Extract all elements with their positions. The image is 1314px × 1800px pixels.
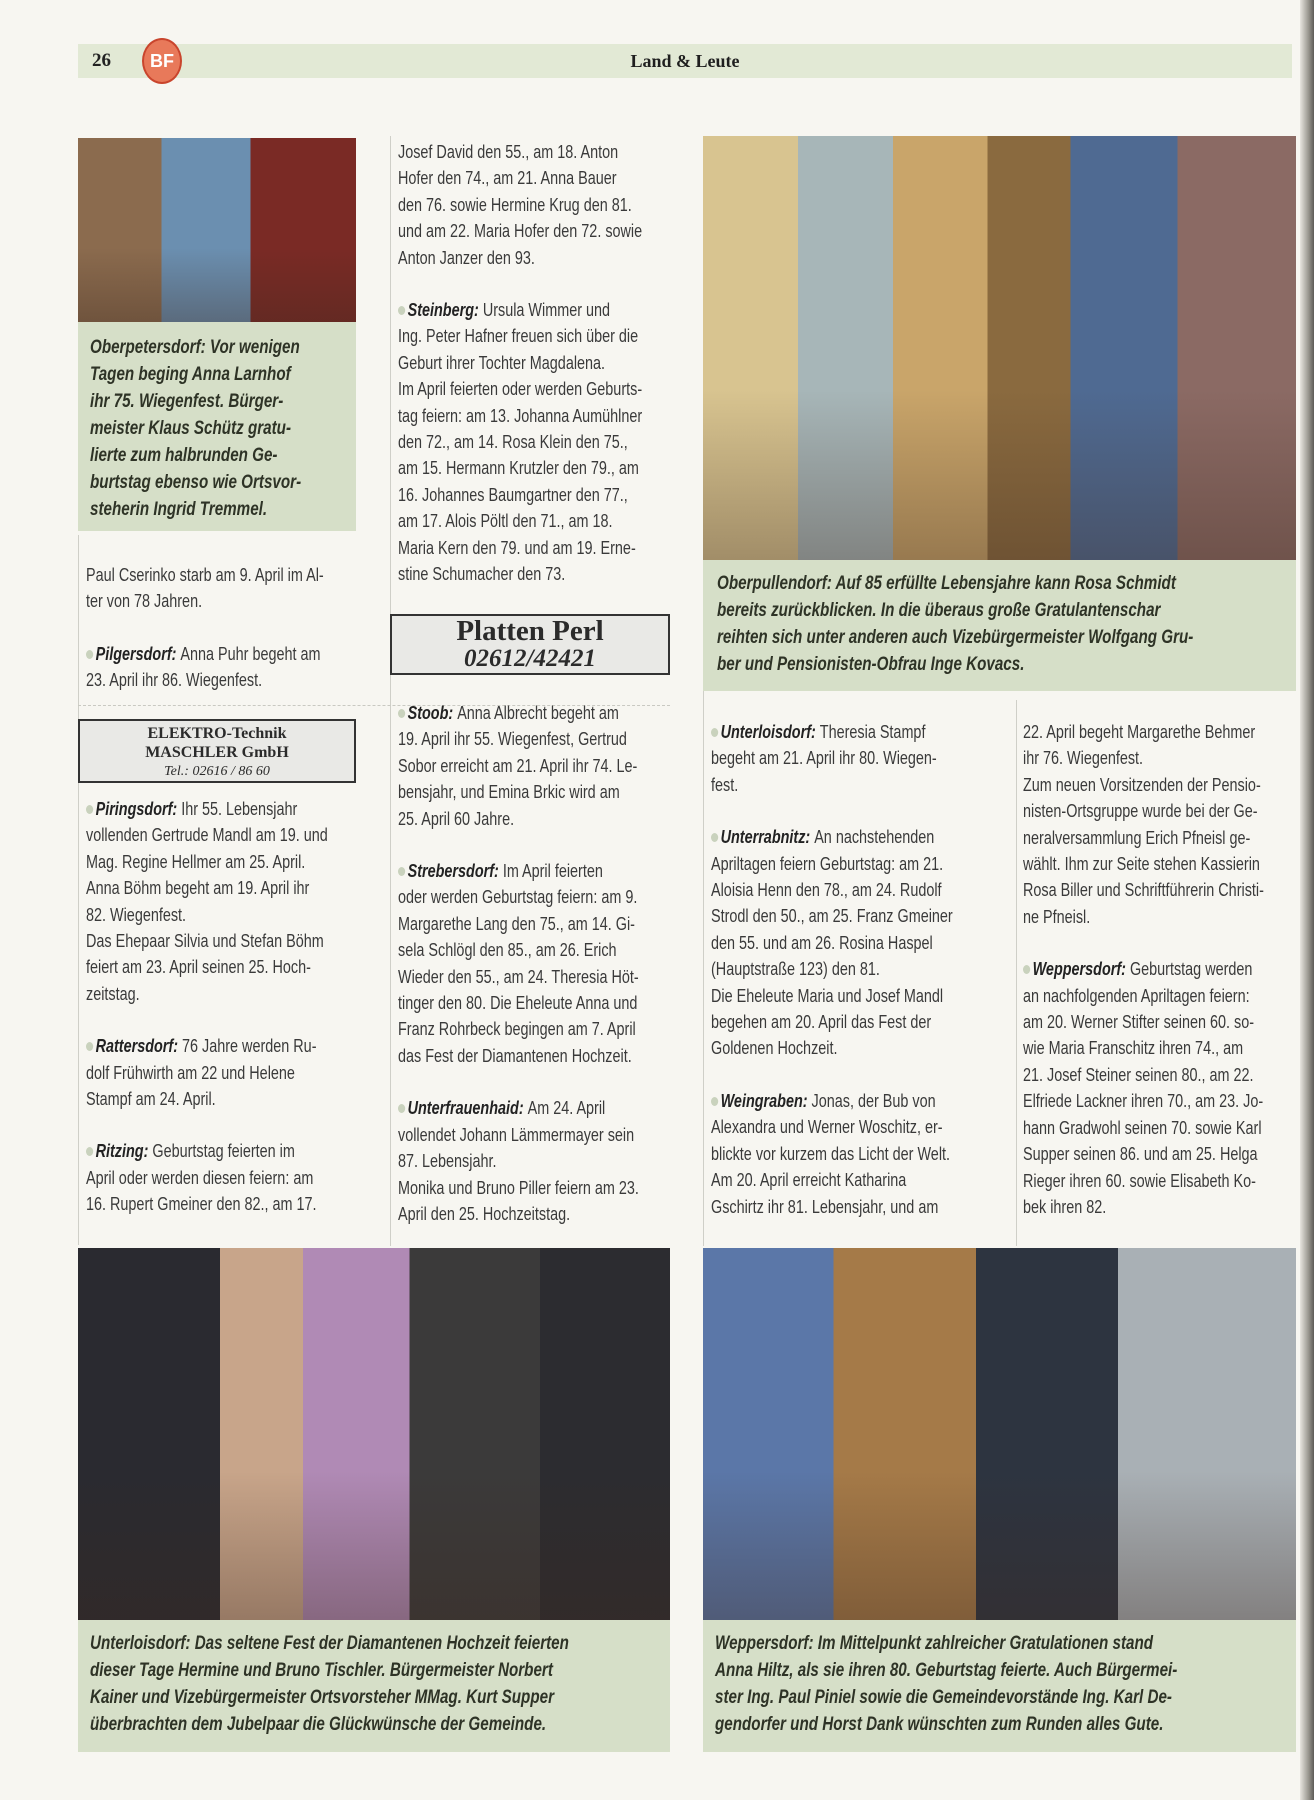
text: 16. Rupert Gmeiner den 82., am 17. xyxy=(86,1194,317,1215)
text: Goldenen Hochzeit. xyxy=(711,1038,838,1059)
place-name: Weingraben: xyxy=(720,1090,808,1111)
text: den 55. und am 26. Rosina Haspel xyxy=(711,932,933,953)
text-line xyxy=(711,1194,951,1220)
bullet-icon xyxy=(86,805,93,814)
text: den 72., am 14. Rosa Klein den 75., xyxy=(398,432,628,453)
text: fest. xyxy=(711,774,739,795)
text: Anna Albrecht begeht am xyxy=(457,703,619,723)
text: wie Maria Franschitz ihren 74., am xyxy=(1023,1038,1244,1059)
bullet-icon xyxy=(86,650,93,659)
text-line xyxy=(398,350,616,376)
text: 19. April ihr 55. Wiegenfest, Gertrud xyxy=(398,729,627,750)
text: ter von 78 Jahren. xyxy=(86,591,203,612)
text-line xyxy=(1023,1035,1244,1061)
text: An nachstehenden xyxy=(814,827,935,848)
column-divider xyxy=(703,691,704,1246)
text: Ihr 55. Lebensjahr xyxy=(181,799,298,819)
text: April den 25. Hochzeitstag. xyxy=(398,1203,571,1224)
text-line xyxy=(711,1114,951,1140)
text-line xyxy=(1023,1141,1258,1167)
text: stine Schumacher den 73. xyxy=(398,564,566,585)
text: ihr 76. Wiegenfest. xyxy=(1023,748,1144,769)
text-line xyxy=(1023,956,1253,982)
text-line xyxy=(1023,772,1261,798)
ad-phone: 02612/42421 xyxy=(464,645,596,672)
news-item xyxy=(86,1033,356,1112)
text-line xyxy=(398,403,643,429)
text: vollenden Gertrude Mandl am 19. und xyxy=(86,825,328,846)
text-line xyxy=(1023,1168,1256,1194)
text: Supper seinen 86. und am 25. Helga xyxy=(1023,1144,1258,1165)
caption-line: gendorfer und Horst Dank wünschten zum Runden alles Gute. xyxy=(715,1714,1164,1735)
text-line xyxy=(711,851,951,877)
text: 16. Johannes Baumgartner den 77., xyxy=(398,484,628,505)
text-line xyxy=(1023,745,1239,771)
text: Monika und Bruno Piller feiern am 23. xyxy=(398,1177,639,1198)
ad-company-name: Platten Perl xyxy=(456,615,604,647)
text: Jonas, der Bub von xyxy=(811,1090,936,1111)
text-line xyxy=(398,1148,616,1174)
text: Margarethe Lang den 75., am 14. Gi- xyxy=(398,913,635,934)
text-line xyxy=(1023,1088,1264,1114)
text-line xyxy=(86,1138,302,1164)
text: Ursula Wimmer und xyxy=(482,300,611,321)
text: Paul Cserinko starb am 9. April im Al- xyxy=(86,565,324,585)
text: 82. Wiegenfest. xyxy=(86,904,187,925)
photo-unterloisdorf xyxy=(78,1248,670,1620)
text-line xyxy=(398,429,628,455)
caption-line: Unterloisdorf: Das seltene Fest der Diamantenen Hochzeit feierten xyxy=(90,1633,569,1654)
text-line xyxy=(86,981,302,1007)
text-line xyxy=(86,822,328,848)
ad-phone: Tel.: 02616 / 86 60 xyxy=(164,764,270,779)
text: bek ihren 82. xyxy=(1023,1196,1107,1217)
text: Strodl den 50., am 25. Franz Gmeiner xyxy=(711,906,953,927)
text: 23. April ihr 86. Wiegenfest. xyxy=(86,670,263,691)
text-line xyxy=(711,930,951,956)
text: Im April feierten xyxy=(502,861,603,882)
text-line xyxy=(86,1191,317,1217)
text-line xyxy=(86,954,311,980)
text: Ing. Peter Hafner freuen sich über die xyxy=(398,326,639,347)
text: wählt. Ihm zur Seite stehen Kassierin xyxy=(1023,854,1260,875)
caption-line: Weppersdorf: Im Mittelpunkt zahlreicher Gratulationen stand xyxy=(715,1633,1154,1654)
caption-line: ster Ing. Paul Piniel sowie die Gemeindevorstände Ing. Karl De- xyxy=(715,1687,1172,1708)
text-line xyxy=(398,858,616,884)
text-line xyxy=(398,323,639,349)
text: 25. April 60 Jahre. xyxy=(398,808,515,829)
text: begeht am 21. April ihr 80. Wiegen- xyxy=(711,748,937,769)
text-line xyxy=(398,1201,616,1227)
caption-line: Kainer und Vizebürgermeister Ortsvorsteher MMag. Kurt Supper xyxy=(90,1687,554,1708)
text-line xyxy=(1023,877,1264,903)
text: Mag. Regine Hellmer am 25. April. xyxy=(86,851,306,872)
text-line xyxy=(398,561,616,587)
text-line xyxy=(398,884,638,910)
text-line xyxy=(398,376,643,402)
ad-platten-perl xyxy=(390,614,670,675)
page-edge-shadow xyxy=(1300,0,1314,1800)
text-line xyxy=(398,1043,632,1069)
text-line xyxy=(86,1086,302,1112)
text-line xyxy=(398,139,619,165)
caption-line: Oberpetersdorf: Vor wenigen xyxy=(90,337,300,358)
text: dolf Frühwirth am 22 und Helene xyxy=(86,1062,295,1083)
text: Gschirtz ihr 81. Lebensjahr, und am xyxy=(711,1196,939,1217)
text: Franz Rohrbeck begingen am 7. April xyxy=(398,1019,636,1040)
text-line xyxy=(86,902,302,928)
text-line xyxy=(398,245,616,271)
text: Anna Böhm begeht am 19. April ihr xyxy=(86,878,310,899)
bullet-icon xyxy=(398,306,405,315)
text: Im April feierten oder werden Geburts- xyxy=(398,379,643,400)
bullet-icon xyxy=(711,1097,718,1106)
text-line xyxy=(1023,825,1251,851)
text-line xyxy=(398,218,643,244)
text-line xyxy=(398,535,636,561)
text: Stampf am 24. April. xyxy=(86,1089,216,1110)
text: sela Schlögl den 85., am 26. Erich xyxy=(398,940,617,961)
text-line xyxy=(711,1141,951,1167)
bullet-icon xyxy=(711,833,718,842)
column-4 xyxy=(1023,719,1293,1246)
text-line xyxy=(1023,719,1256,745)
text-line xyxy=(398,508,616,534)
text: Die Eheleute Maria und Josef Mandl xyxy=(711,985,944,1006)
place-name: Pilgersdorf: xyxy=(95,643,177,664)
text-line xyxy=(86,1165,314,1191)
caption-oberpetersdorf xyxy=(78,322,356,531)
text-line xyxy=(711,772,951,798)
bullet-icon xyxy=(398,709,405,718)
news-item xyxy=(1023,956,1293,1220)
news-item xyxy=(86,1138,356,1217)
text: Am 20. April erreicht Katharina xyxy=(711,1170,907,1191)
text-line xyxy=(398,1175,639,1201)
text: 22. April begeht Margarethe Behmer xyxy=(1023,722,1256,742)
caption-line: Tagen beging Anna Larnhof xyxy=(90,364,291,385)
text-line xyxy=(86,562,324,588)
text: Wieder den 55., am 24. Theresia Höt- xyxy=(398,966,639,987)
caption-line: ber und Pensionisten-Obfrau Inge Kovacs. xyxy=(717,654,1025,675)
place-name: Strebersdorf: xyxy=(407,861,499,882)
bullet-icon xyxy=(711,728,718,737)
bullet-icon xyxy=(86,1147,93,1156)
text: am 20. Werner Stifter seinen 60. so- xyxy=(1023,1012,1255,1033)
text: bensjahr, und Emina Brkic wird am xyxy=(398,782,620,803)
text: ne Pfneisl. xyxy=(1023,906,1091,927)
news-item xyxy=(711,719,1011,798)
text-line xyxy=(711,719,951,745)
photo-weppersdorf xyxy=(703,1248,1296,1620)
text: Hofer den 74., am 21. Anna Bauer xyxy=(398,168,617,189)
text: Josef David den 55., am 18. Anton xyxy=(398,142,619,162)
text-line xyxy=(398,726,627,752)
text: zeitstag. xyxy=(86,983,140,1004)
bullet-icon xyxy=(398,1104,405,1113)
caption-line: meister Klaus Schütz gratu- xyxy=(90,418,292,439)
text-line xyxy=(398,700,619,726)
caption-line: überbrachten dem Jubelpaar die Glückwünsche der Gemeinde. xyxy=(90,1714,547,1735)
text-line xyxy=(1023,1194,1239,1220)
place-name: Piringsdorf: xyxy=(95,799,178,819)
photo-oberpullendorf xyxy=(703,136,1296,560)
ad-elektro-technik xyxy=(78,719,356,783)
news-item xyxy=(398,297,670,587)
text-line xyxy=(711,1035,951,1061)
news-item xyxy=(711,824,1011,1062)
text: 87. Lebensjahr. xyxy=(398,1151,497,1172)
photo-oberpetersdorf xyxy=(78,138,356,322)
ad-company-line: ELEKTRO-Technik xyxy=(147,725,287,742)
text-line xyxy=(398,779,620,805)
text-line xyxy=(398,297,616,323)
text: Apriltagen feiern Geburtstag: am 21. xyxy=(711,853,944,874)
text: Anna Puhr begeht am xyxy=(180,643,321,664)
text-line xyxy=(711,1167,951,1193)
text: Das Ehepaar Silvia und Stefan Böhm xyxy=(86,931,324,952)
text: und am 22. Maria Hofer den 72. sowie xyxy=(398,221,643,242)
text-line xyxy=(1023,904,1239,930)
text-line xyxy=(86,875,310,901)
caption-line: steherin Ingrid Tremmel. xyxy=(90,499,268,520)
text: Geburtstag werden xyxy=(1129,959,1253,980)
text-line xyxy=(711,877,951,903)
text-line xyxy=(1023,983,1250,1009)
column-3 xyxy=(711,719,1011,1246)
text-line xyxy=(1023,851,1260,877)
text: Geburt ihrer Tochter Magdalena. xyxy=(398,352,606,373)
text-line xyxy=(86,588,302,614)
text: feiert am 23. April seinen 25. Hoch- xyxy=(86,957,311,978)
caption-line: ihr 75. Wiegenfest. Bürger- xyxy=(90,391,284,412)
news-item xyxy=(398,1095,670,1227)
column-1-top xyxy=(86,562,356,720)
place-name: Unterrabnitz: xyxy=(720,827,811,848)
text-line xyxy=(398,192,632,218)
text-line xyxy=(86,849,306,875)
text-line xyxy=(398,753,638,779)
text-line xyxy=(86,928,324,954)
text: am 15. Hermann Krutzler den 79., am xyxy=(398,458,639,479)
text-line xyxy=(398,990,638,1016)
text: Sobor erreicht am 21. April ihr 74. Le- xyxy=(398,755,638,776)
text: Alexandra und Werner Woschitz, er- xyxy=(711,1117,943,1138)
place-name: Stoob: xyxy=(407,703,454,723)
text-line xyxy=(86,667,302,693)
text: nisten-Ortsgruppe wurde bei der Ge- xyxy=(1023,801,1258,822)
text-line xyxy=(86,796,302,822)
text: begehen am 20. April das Fest der xyxy=(711,1012,932,1033)
text-line xyxy=(398,937,616,963)
caption-line: dieser Tage Hermine und Bruno Tischler. Bürgermeister Norbert xyxy=(90,1660,553,1681)
ad-company-name: MASCHLER GmbH xyxy=(145,744,289,761)
text-line xyxy=(398,911,635,937)
text-line xyxy=(398,1122,635,1148)
bullet-icon xyxy=(398,867,405,876)
text: Anton Janzer den 93. xyxy=(398,247,535,268)
text: Maria Kern den 79. und am 19. Erne- xyxy=(398,537,636,558)
text: 21. Josef Steiner seinen 80., am 22. xyxy=(1023,1064,1254,1085)
text-line xyxy=(1023,798,1258,824)
text-line xyxy=(1023,1009,1255,1035)
text-line xyxy=(711,956,951,982)
caption-line: bereits zurückblicken. In die überaus große Gratulantenschar xyxy=(717,600,1161,621)
text-line xyxy=(398,165,616,191)
caption-oberpullendorf xyxy=(703,560,1296,691)
place-name: Rattersdorf: xyxy=(95,1036,179,1057)
column-divider xyxy=(1016,700,1017,1246)
place-name: Weppersdorf: xyxy=(1032,959,1126,980)
text-line xyxy=(398,482,628,508)
text-line xyxy=(398,1095,616,1121)
news-item xyxy=(1023,719,1293,930)
text: oder werden Geburtstag feiern: am 9. xyxy=(398,887,638,908)
place-name: Steinberg: xyxy=(407,300,479,321)
column-divider xyxy=(78,535,79,1245)
text: 76 Jahre werden Ru- xyxy=(182,1036,317,1057)
text-line xyxy=(711,745,951,771)
text-line xyxy=(398,1016,636,1042)
text: Am 24. April xyxy=(527,1098,606,1119)
text: Aloisia Henn den 78., am 24. Rudolf xyxy=(711,880,942,901)
text-line xyxy=(86,1060,302,1086)
page-number: 26 xyxy=(92,50,111,71)
news-item xyxy=(711,1088,1011,1220)
news-item xyxy=(86,796,356,1007)
column-1-bottom xyxy=(86,796,356,1244)
text: das Fest der Diamantenen Hochzeit. xyxy=(398,1045,632,1066)
text: Theresia Stampf xyxy=(819,722,926,742)
column-2-bottom xyxy=(398,700,670,1253)
news-item xyxy=(86,562,356,615)
text: Elfriede Lackner ihren 70., am 23. Jo- xyxy=(1023,1091,1264,1112)
text-line xyxy=(711,983,951,1009)
place-name: Unterfrauenhaid: xyxy=(407,1098,524,1119)
bullet-icon xyxy=(1023,965,1030,974)
text: April oder werden diesen feiern: am xyxy=(86,1167,314,1188)
text: Geburtstag feierten im xyxy=(152,1141,295,1162)
text: blickte vor kurzem das Licht der Welt. xyxy=(711,1143,951,1164)
caption-unterloisdorf xyxy=(78,1620,670,1752)
news-item xyxy=(398,139,670,271)
text-line xyxy=(1023,1115,1262,1141)
text: tinger den 80. Die Eheleute Anna und xyxy=(398,993,638,1014)
bf-logo: BF xyxy=(142,38,182,84)
text-line xyxy=(398,964,639,990)
caption-weppersdorf xyxy=(703,1620,1296,1752)
text-line xyxy=(86,1033,317,1059)
text: Zum neuen Vorsitzenden der Pensio- xyxy=(1023,774,1261,795)
text-line xyxy=(86,641,321,667)
news-item xyxy=(398,700,670,832)
text-line xyxy=(711,1009,951,1035)
place-name: Unterloisdorf: xyxy=(720,722,816,742)
text: tag feiern: am 13. Johanna Aumühlner xyxy=(398,405,643,426)
caption-line: Anna Hiltz, als sie ihren 80. Geburtstag feierte. Auch Bürgermei- xyxy=(715,1660,1178,1681)
text: Rieger ihren 60. sowie Elisabeth Ko- xyxy=(1023,1170,1256,1191)
section-title: Land & Leute xyxy=(630,51,740,71)
text: neralversammlung Erich Pfneisl ge- xyxy=(1023,827,1251,848)
text: vollendet Johann Lämmermayer sein xyxy=(398,1124,635,1145)
column-2-top xyxy=(398,139,670,614)
text-line xyxy=(711,1088,951,1114)
text-line xyxy=(711,903,951,929)
text: hann Gradwohl seinen 70. sowie Karl xyxy=(1023,1117,1262,1138)
text: an nachfolgenden Apriltagen feiern: xyxy=(1023,985,1250,1006)
caption-line: lierte zum halbrunden Ge- xyxy=(90,445,278,466)
text: Rosa Biller und Schriftführerin Christi- xyxy=(1023,880,1264,901)
text-line xyxy=(711,824,951,850)
text-line xyxy=(398,455,639,481)
place-name: Ritzing: xyxy=(95,1141,149,1162)
caption-line: reihten sich unter anderen auch Vizebürgermeister Wolfgang Gru- xyxy=(717,627,1194,648)
text: (Hauptstraße 123) den 81. xyxy=(711,959,880,980)
column-divider xyxy=(390,136,391,1246)
caption-line: Oberpullendorf: Auf 85 erfüllte Lebensjahre kann Rosa Schmidt xyxy=(717,573,1176,594)
news-item xyxy=(398,858,670,1069)
caption-line: burtstag ebenso wie Ortsvor- xyxy=(90,472,302,493)
text-line xyxy=(398,806,616,832)
text-line xyxy=(1023,1062,1254,1088)
news-item xyxy=(86,641,356,694)
text: am 17. Alois Pöltl den 71., am 18. xyxy=(398,511,613,532)
bullet-icon xyxy=(86,1042,93,1051)
text: den 76. sowie Hermine Krug den 81. xyxy=(398,194,632,215)
